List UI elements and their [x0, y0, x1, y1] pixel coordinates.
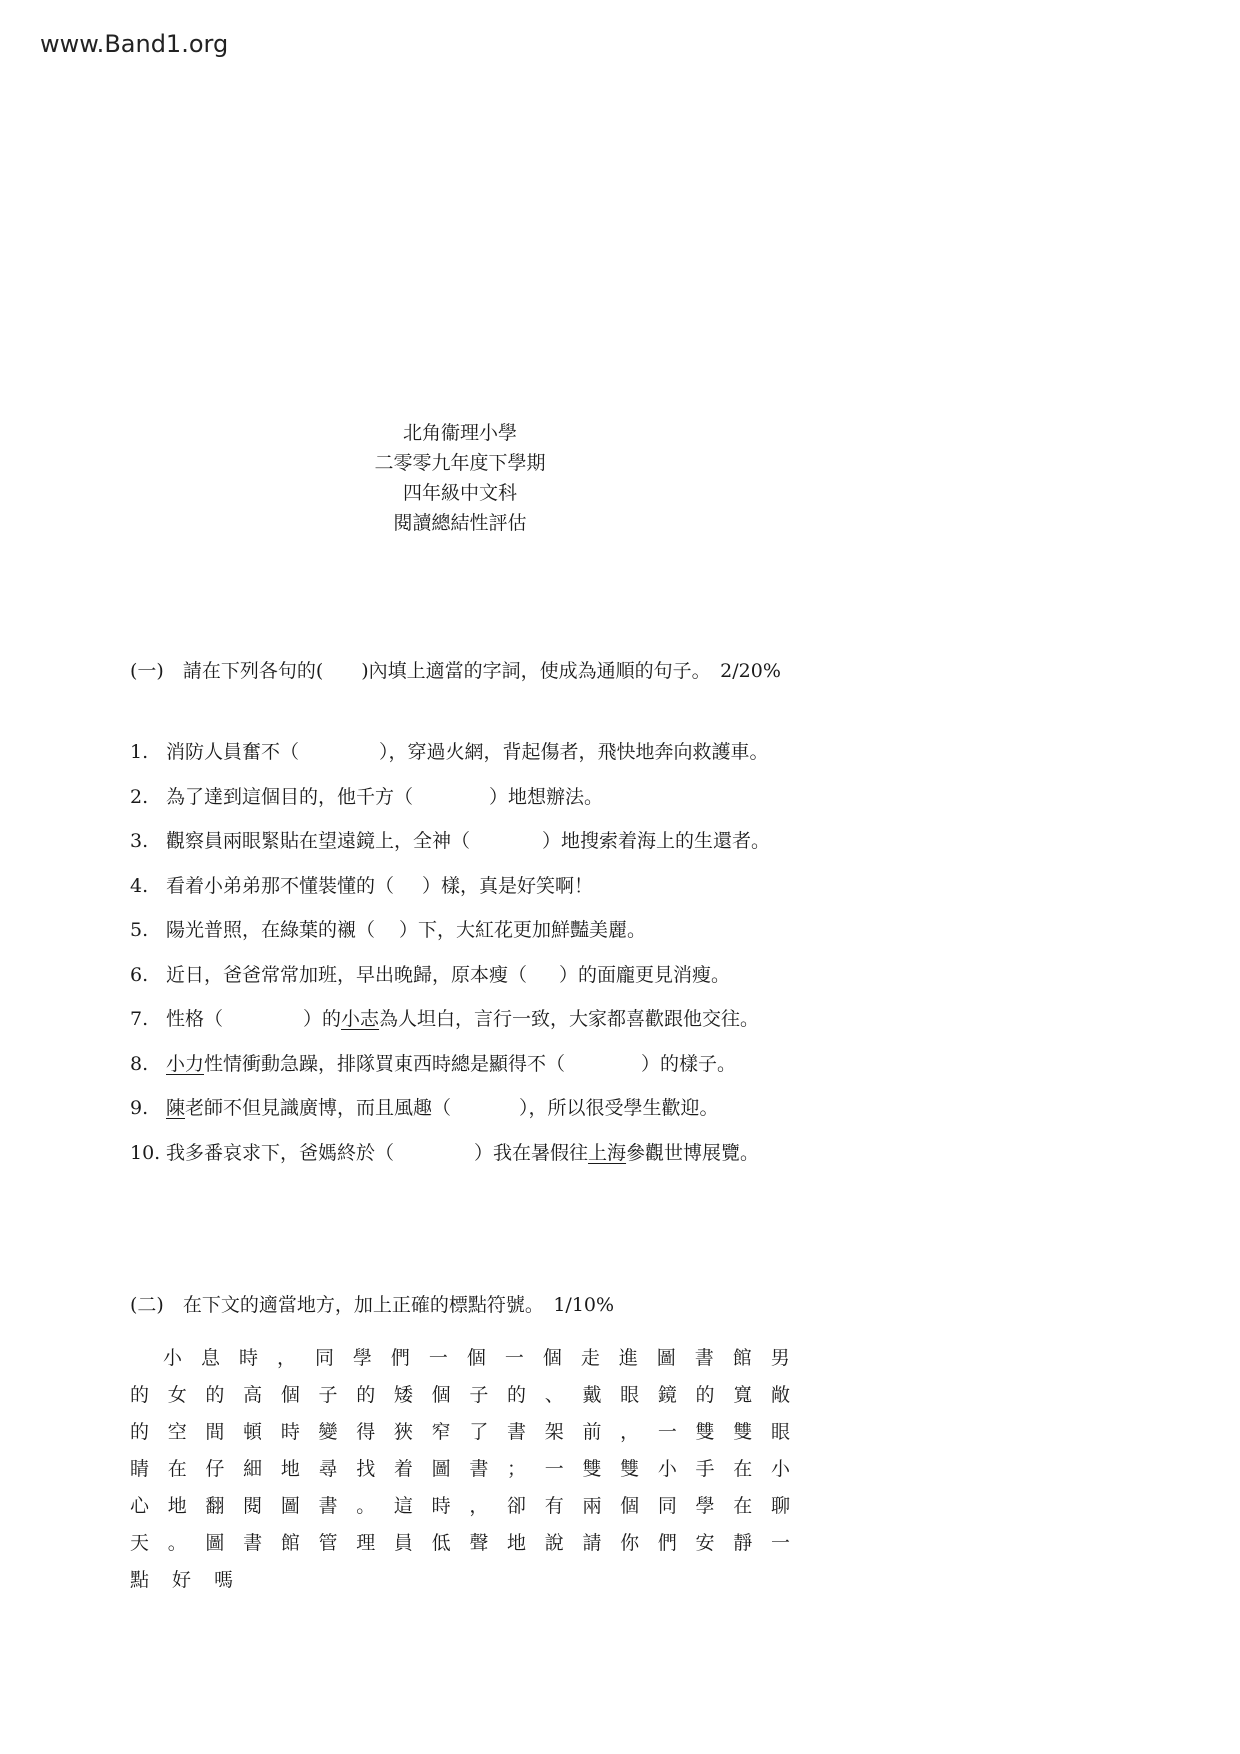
passage-char: 戴	[582, 1384, 602, 1406]
question-item	[130, 1131, 830, 1176]
question-item	[130, 1042, 830, 1087]
question-item	[130, 730, 830, 775]
passage-char: 書	[469, 1458, 489, 1480]
passage-char: 走	[580, 1347, 600, 1369]
answer-blank[interactable]	[299, 730, 379, 775]
passage-char: 的	[695, 1384, 715, 1406]
question-number: 9.	[130, 1097, 149, 1119]
question-text-before: 消防人員奮不（	[166, 741, 300, 763]
passage-char: 閱	[243, 1495, 263, 1517]
passage-char: 男	[770, 1347, 790, 1369]
passage-line	[130, 1562, 790, 1599]
passage-char: 們	[390, 1347, 410, 1369]
passage-char: 在	[733, 1458, 753, 1480]
passage-char: 卻	[507, 1495, 527, 1517]
passage-char: 學	[352, 1347, 372, 1369]
question-number: 8.	[130, 1052, 149, 1075]
title-block	[340, 418, 580, 538]
question-number: 10.	[130, 1141, 161, 1164]
passage-char: 。	[356, 1495, 376, 1517]
question-number: 3.	[130, 830, 149, 852]
passage-char: 同	[657, 1495, 677, 1517]
passage-char: 同	[314, 1347, 334, 1369]
question-number: 7.	[130, 1008, 149, 1030]
question-text-after: ）樣，真是好笑啊！	[422, 874, 594, 897]
passage-char: ，	[620, 1421, 640, 1443]
passage-char: 睛	[130, 1458, 150, 1480]
question-item	[130, 864, 830, 909]
question-number: 6.	[130, 963, 149, 986]
question-item	[130, 819, 830, 864]
passage-line	[130, 1451, 790, 1488]
passage-char: 時	[431, 1495, 451, 1517]
passage-char: 一	[428, 1347, 448, 1369]
passage-char: ，	[469, 1495, 489, 1517]
answer-blank[interactable]	[394, 864, 422, 909]
passage-char: 個	[542, 1347, 562, 1369]
passage-char: 細	[243, 1458, 263, 1480]
passage-line	[130, 1414, 790, 1451]
passage-char: 地	[507, 1532, 527, 1554]
passage-char: 圖	[656, 1347, 676, 1369]
passage-char: 這	[393, 1495, 413, 1517]
question-text-after: ）的樣子。	[641, 1052, 737, 1075]
question-text-before: 陽光普照，在綠葉的襯（	[166, 919, 376, 941]
section-1-heading: (一) 請在下列各句的( )內填上適當的字詞，使成為通順的句子。 2/20%	[130, 660, 781, 682]
proper-noun-underlined: 陳	[166, 1097, 186, 1119]
passage-char: 雙	[620, 1458, 640, 1480]
passage-char: 時	[280, 1421, 300, 1443]
question-list	[130, 730, 830, 1175]
passage-char: 學	[695, 1495, 715, 1517]
question-item	[130, 953, 830, 998]
passage-char: 圖	[431, 1458, 451, 1480]
answer-blank[interactable]	[565, 1042, 641, 1087]
question-text-after: ）地搜索着海上的生還者。	[542, 830, 771, 852]
passage-char: 書	[507, 1421, 527, 1443]
passage-char: 書	[243, 1532, 263, 1554]
answer-blank[interactable]	[413, 775, 489, 820]
answer-blank[interactable]	[394, 1131, 474, 1176]
passage-char: 安	[695, 1532, 715, 1554]
question-text-after: 為人坦白，言行一致，大家都喜歡跟他交往。	[379, 1008, 760, 1030]
question-number: 2.	[130, 785, 149, 808]
passage-line	[130, 1525, 790, 1562]
passage-char: 雙	[582, 1458, 602, 1480]
passage-char: 仔	[205, 1458, 225, 1480]
question-text-before: 為了達到這個目的，他千方（	[166, 785, 414, 808]
answer-blank[interactable]	[375, 908, 399, 953]
passage-line	[130, 1377, 790, 1414]
question-text-before: 我多番哀求下，爸媽終於（	[166, 1141, 395, 1164]
passage-char: 子	[318, 1384, 338, 1406]
question-text-before: 性格（	[166, 1008, 224, 1030]
question-item	[130, 775, 830, 820]
passage-char: 了	[469, 1421, 489, 1443]
passage-char: 眼	[620, 1384, 640, 1406]
passage-char: 一	[504, 1347, 524, 1369]
passage-char: 變	[318, 1421, 338, 1443]
passage-char: 矮	[393, 1384, 413, 1406]
question-text-before: 性情衝動急躁，排隊買東西時總是顯得不（	[204, 1052, 566, 1075]
passage-char: 空	[167, 1421, 187, 1443]
passage-char: 進	[618, 1347, 638, 1369]
passage-char: 有	[544, 1495, 564, 1517]
question-number: 5.	[130, 919, 149, 941]
question-text-before: 觀察員兩眼緊貼在望遠鏡上，全神（	[166, 830, 471, 852]
passage-char: 、	[544, 1384, 564, 1406]
question-text-after: ），穿過火網，背起傷者，飛快地奔向救護車。	[379, 741, 769, 763]
passage-char: 地	[167, 1495, 187, 1517]
passage-char: 的	[507, 1384, 527, 1406]
question-item	[130, 908, 830, 953]
question-text-after: 參觀世博展覽。	[626, 1141, 760, 1164]
question-text-after: ）的	[303, 1008, 342, 1030]
passage-char: 架	[544, 1421, 564, 1443]
passage-char: 頓	[243, 1421, 263, 1443]
passage-char: 的	[130, 1384, 150, 1406]
passage-char: 個	[280, 1384, 300, 1406]
passage-char: 們	[657, 1532, 677, 1554]
passage-line	[130, 1340, 790, 1377]
passage-char: 靜	[733, 1532, 753, 1554]
passage-char: 小	[163, 1347, 183, 1369]
question-text-after: ），所以很受學生歡迎。	[519, 1097, 719, 1119]
passage-char: 鏡	[657, 1384, 677, 1406]
passage-char: 小	[770, 1458, 790, 1480]
passage-char: 請	[582, 1532, 602, 1554]
question-number: 1.	[130, 741, 149, 763]
proper-noun-underlined: 小志	[341, 1008, 380, 1030]
watermark-url: www.Band1.org	[40, 30, 229, 58]
passage-char: 翻	[205, 1495, 225, 1517]
passage-char: 低	[431, 1532, 451, 1554]
passage-char: 小	[657, 1458, 677, 1480]
passage-char: 。	[167, 1532, 187, 1554]
passage-char: 心	[130, 1495, 150, 1517]
passage-char: 圖	[205, 1532, 225, 1554]
passage-char: 管	[318, 1532, 338, 1554]
passage-char: 時	[238, 1347, 258, 1369]
passage-char: 敞	[770, 1384, 790, 1406]
passage-char: 息	[200, 1347, 220, 1369]
passage-char: 在	[167, 1458, 187, 1480]
passage-char: 子	[469, 1384, 489, 1406]
passage-char: 寬	[733, 1384, 753, 1406]
passage-char: 間	[205, 1421, 225, 1443]
proper-noun-underlined: 上海	[588, 1141, 627, 1164]
passage-char: 一	[770, 1532, 790, 1554]
passage-char: 雙	[733, 1421, 753, 1443]
passage-char: 高	[243, 1384, 263, 1406]
question-item	[130, 997, 830, 1042]
passage-char: 個	[620, 1495, 640, 1517]
passage-line	[130, 1488, 790, 1525]
passage-char: 圖	[280, 1495, 300, 1517]
question-text-before: 老師不但見識廣博，而且風趣（	[185, 1097, 452, 1119]
question-text-after: ）下，大紅花更加鮮豔美麗。	[399, 919, 647, 941]
passage-char: 手	[695, 1458, 715, 1480]
passage-char: 個	[431, 1384, 451, 1406]
subject-name: 四年級中文科	[402, 482, 517, 504]
question-text-before: 近日，爸爸常常加班，早出晚歸，原本瘦（	[166, 963, 528, 986]
passage-char: ，	[276, 1347, 296, 1369]
passage-char: 書	[318, 1495, 338, 1517]
question-text-after: ）我在暑假往	[474, 1141, 589, 1164]
section-2-heading: (二) 在下文的適當地方，加上正確的標點符號。 1/10%	[130, 1294, 615, 1316]
passage-char: 嗎	[214, 1569, 234, 1591]
question-text-before: 看着小弟弟那不懂裝懂的（	[166, 874, 395, 897]
passage-char: 女	[167, 1384, 187, 1406]
passage-char: 書	[694, 1347, 714, 1369]
school-name: 北角衞理小學	[402, 422, 517, 444]
passage-char: 聊	[770, 1495, 790, 1517]
passage-char: 眼	[770, 1421, 790, 1443]
question-text-after: ）地想辦法。	[489, 785, 604, 808]
passage-char: 你	[620, 1532, 640, 1554]
passage-char: 館	[732, 1347, 752, 1369]
passage-char: 好	[172, 1569, 192, 1591]
school-term: 二零零九年度下學期	[374, 452, 546, 474]
proper-noun-underlined: 小力	[166, 1052, 205, 1075]
passage-char: 聲	[469, 1532, 489, 1554]
passage-char: 在	[733, 1495, 753, 1517]
answer-blank[interactable]	[527, 953, 559, 998]
question-text-after: ）的面龐更見消瘦。	[559, 963, 731, 986]
passage-char: 地	[280, 1458, 300, 1480]
answer-blank[interactable]	[470, 819, 542, 864]
passage-char: 窄	[431, 1421, 451, 1443]
passage-char: 狹	[393, 1421, 413, 1443]
question-item	[130, 1086, 830, 1131]
punctuation-passage	[130, 1340, 790, 1599]
assessment-name: 閱讀總結性評估	[393, 512, 527, 534]
passage-char: 一	[544, 1458, 564, 1480]
passage-char: 個	[466, 1347, 486, 1369]
passage-char: 兩	[582, 1495, 602, 1517]
passage-char: 找	[356, 1458, 376, 1480]
passage-char: 天	[130, 1532, 150, 1554]
answer-blank[interactable]	[451, 1086, 519, 1131]
question-number: 4.	[130, 874, 149, 897]
passage-char: 的	[130, 1421, 150, 1443]
passage-char: 前	[582, 1421, 602, 1443]
passage-char: 得	[356, 1421, 376, 1443]
passage-char: 說	[544, 1532, 564, 1554]
passage-char: 員	[393, 1532, 413, 1554]
passage-char: 雙	[695, 1421, 715, 1443]
passage-char: 的	[205, 1384, 225, 1406]
passage-char: 尋	[318, 1458, 338, 1480]
passage-char: 館	[280, 1532, 300, 1554]
passage-char: 的	[356, 1384, 376, 1406]
passage-char: ；	[507, 1458, 527, 1480]
answer-blank[interactable]	[223, 997, 303, 1042]
passage-char: 着	[393, 1458, 413, 1480]
passage-char: 一	[657, 1421, 677, 1443]
passage-char: 點	[130, 1569, 150, 1591]
passage-char: 理	[356, 1532, 376, 1554]
